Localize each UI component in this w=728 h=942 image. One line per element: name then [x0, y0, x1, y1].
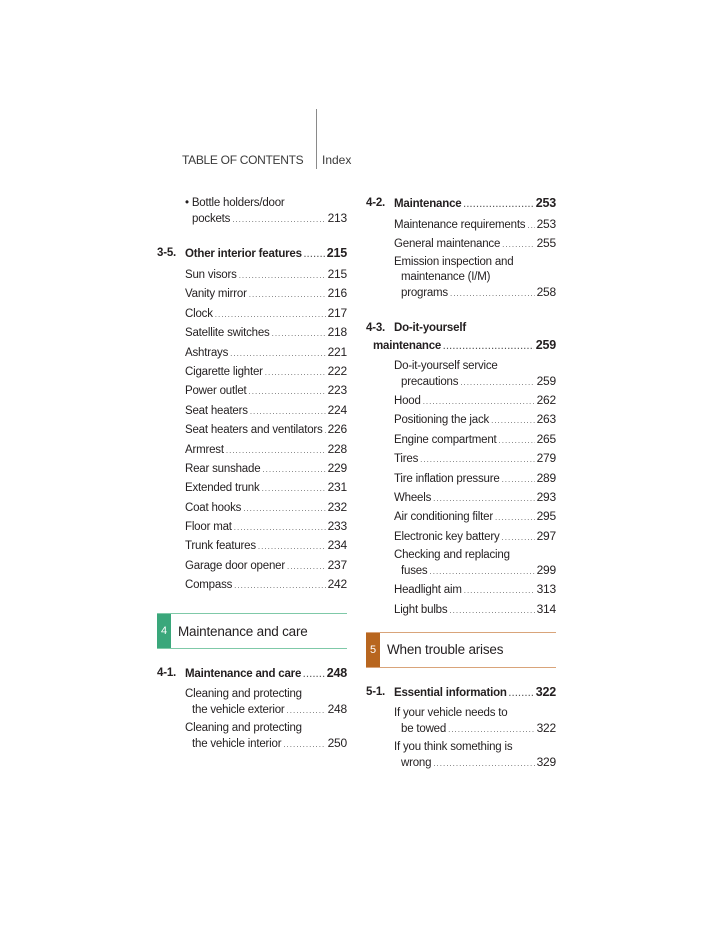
leader-dots	[230, 346, 325, 361]
entry-label: wrong	[401, 756, 432, 769]
entry-label: Wheels	[394, 491, 432, 504]
page-number: 313	[536, 582, 556, 597]
page-number: 232	[327, 499, 347, 514]
leader-dots	[250, 404, 326, 419]
entry-label: Rear sunshade	[185, 462, 261, 475]
leader-dots	[239, 268, 326, 283]
toc-entry[interactable]	[366, 471, 556, 487]
toc-entry[interactable]	[366, 236, 556, 252]
entry-label: Cleaning and protecting	[185, 688, 302, 701]
toc-entry[interactable]	[157, 364, 347, 380]
leader-dots	[491, 413, 534, 428]
leader-dots	[502, 530, 535, 545]
page-number: 233	[327, 519, 347, 534]
leader-dots	[258, 539, 326, 554]
entry-label: Extended trunk	[185, 482, 260, 495]
leader-dots	[272, 326, 326, 341]
leader-dots	[460, 375, 534, 390]
section-number: 5-1.	[366, 685, 386, 698]
section-title: Essential information	[394, 686, 507, 699]
entry-label: the vehicle exterior	[192, 704, 285, 717]
page-number: 216	[327, 286, 347, 301]
entry-label: Emission inspection and	[394, 256, 514, 268]
chapter-title: When trouble arises	[387, 642, 504, 658]
entry-label: Sun visors	[185, 269, 237, 281]
page-number: 221	[327, 344, 347, 359]
entry-label: Floor mat	[185, 521, 232, 534]
toc-entry[interactable]	[366, 412, 556, 428]
toc-entry[interactable]	[157, 538, 347, 554]
chapter-4-header[interactable]	[157, 613, 347, 649]
page-number: 299	[536, 563, 556, 578]
page-number: 255	[536, 236, 556, 250]
toc-section-4-2[interactable]	[366, 196, 556, 212]
page-number: 248	[327, 702, 347, 717]
page-number: 263	[536, 412, 556, 427]
toc-section-4-1[interactable]	[157, 666, 347, 682]
page-number: 295	[536, 509, 556, 524]
page-number: 248	[326, 666, 347, 681]
toc-entry[interactable]	[366, 740, 556, 771]
leader-dots	[232, 212, 325, 227]
toc-entry[interactable]	[366, 529, 556, 545]
page-number: 218	[327, 325, 347, 340]
leader-dots	[283, 737, 325, 752]
chapter-5-header[interactable]	[366, 632, 556, 668]
page-number: 224	[327, 402, 347, 417]
toc-entry[interactable]	[366, 359, 556, 390]
section-title: Other interior features	[185, 248, 302, 260]
page-number: 329	[536, 754, 556, 769]
page-number: 242	[327, 577, 347, 592]
index-link[interactable]: Index	[322, 153, 352, 167]
entry-label: Cleaning and protecting	[185, 722, 302, 735]
page-number: 231	[327, 480, 347, 495]
entry-label: General maintenance	[394, 238, 501, 250]
entry-label: Maintenance requirements	[394, 219, 526, 231]
entry-label: Ashtrays	[185, 346, 229, 359]
section-title: Maintenance	[394, 198, 462, 210]
entry-label: Satellite switches	[185, 327, 270, 340]
toc-entry[interactable]	[366, 602, 556, 618]
toc-entry[interactable]	[157, 383, 347, 399]
page-number: 250	[327, 736, 347, 751]
entry-label: Engine compartment	[394, 433, 497, 446]
entry-label: Coat hooks	[185, 501, 242, 514]
entry-label: Cigarette lighter	[185, 365, 263, 378]
entry-label: Vanity mirror	[185, 288, 247, 301]
page-number: 253	[535, 196, 556, 210]
toc-entry[interactable]	[366, 706, 556, 737]
leader-dots	[265, 365, 326, 380]
toc-entry[interactable]	[366, 393, 556, 409]
chapter-number-badge: 5	[366, 633, 380, 667]
page-header	[0, 0, 728, 175]
left-column	[157, 196, 347, 752]
entry-label: Garage door opener	[185, 559, 285, 572]
leader-dots	[463, 197, 533, 212]
leader-dots	[249, 384, 326, 399]
entry-label: Armrest	[185, 443, 224, 456]
entry-label: Electronic key battery	[394, 530, 500, 543]
page-number: 253	[536, 217, 556, 231]
section-number: 4-2.	[366, 197, 386, 209]
entry-label: Hood	[394, 395, 421, 407]
leader-dots	[502, 237, 534, 252]
toc-entry[interactable]	[157, 519, 347, 535]
entry-label: Clock	[185, 307, 213, 320]
toc-entry[interactable]	[157, 403, 347, 419]
entry-label: Checking and replacing	[394, 549, 510, 562]
page-number: 259	[536, 374, 556, 388]
toc-entry[interactable]	[157, 325, 347, 341]
entry-label: Light bulbs	[394, 603, 448, 616]
leader-dots	[243, 501, 325, 516]
page-number: 297	[536, 528, 556, 543]
toc-entry[interactable]	[366, 451, 556, 467]
page-number: 213	[327, 211, 347, 225]
entry-label: Do-it-yourself service	[394, 360, 498, 372]
right-column	[366, 196, 556, 771]
page-number: 322	[536, 720, 556, 735]
chapter-number-badge: 4	[157, 614, 171, 648]
toc-entry[interactable]	[157, 721, 347, 752]
entry-label: Trunk features	[185, 540, 256, 553]
leader-dots	[433, 756, 534, 771]
toc-entry[interactable]	[366, 582, 556, 598]
leader-dots	[287, 559, 326, 574]
toc-entry[interactable]	[157, 558, 347, 574]
section-title: maintenance	[373, 340, 442, 352]
toc-entry[interactable]	[366, 509, 556, 525]
section-number: 4-1.	[157, 667, 177, 680]
header-divider	[316, 109, 317, 169]
entry-label: fuses	[401, 565, 428, 578]
page-number: 229	[327, 460, 347, 475]
leader-dots	[304, 247, 325, 262]
leader-dots	[287, 703, 326, 718]
chapter-title: Maintenance and care	[178, 623, 308, 639]
entry-label: Tire inflation pressure	[394, 472, 500, 485]
page-number: 279	[536, 451, 556, 466]
toc-entry[interactable]	[157, 442, 347, 458]
entry-label: precautions	[401, 376, 459, 388]
toc-entry[interactable]	[157, 687, 347, 718]
leader-dots	[499, 433, 535, 448]
toc-entry[interactable]	[157, 286, 347, 302]
page-number: 215	[326, 246, 347, 260]
page-number: 289	[536, 470, 556, 485]
toc-entry[interactable]	[366, 217, 556, 233]
leader-dots	[502, 472, 535, 487]
entry-label: Seat heaters and ventilators	[185, 424, 323, 437]
leader-dots	[262, 481, 326, 496]
page-number: 314	[536, 601, 556, 616]
leader-dots	[249, 287, 326, 302]
page-number: 228	[327, 441, 347, 456]
page-number: 223	[327, 383, 347, 398]
leader-dots	[234, 578, 325, 593]
table-of-contents-link[interactable]: TABLE OF CONTENTS	[182, 153, 304, 167]
toc-entry[interactable]	[157, 480, 347, 496]
page-number: 262	[536, 393, 556, 407]
section-number: 3-5.	[157, 247, 177, 259]
section-title: Maintenance and care	[185, 668, 302, 681]
toc-entry[interactable]	[157, 461, 347, 477]
entry-label: If your vehicle needs to	[394, 706, 508, 719]
page-number: 222	[327, 363, 347, 378]
toc-entry[interactable]	[366, 490, 556, 506]
section-title: Do-it-yourself	[394, 322, 466, 334]
leader-dots	[448, 722, 535, 737]
toc-entry[interactable]	[157, 422, 347, 438]
leader-dots	[450, 286, 535, 301]
entry-label: maintenance (I/M)	[401, 271, 491, 283]
page-number: 293	[536, 489, 556, 504]
leader-dots	[509, 686, 534, 701]
page-number: 237	[327, 557, 347, 572]
page-number: 234	[327, 538, 347, 553]
leader-dots	[527, 218, 534, 233]
entry-label: If you think something is	[394, 740, 513, 753]
entry-label: the vehicle interior	[192, 738, 282, 751]
toc-section-3-5[interactable]	[157, 246, 347, 262]
toc-entry[interactable]	[157, 345, 347, 361]
toc-entry[interactable]	[366, 255, 556, 301]
leader-dots	[430, 564, 535, 579]
entry-label: Air conditioning filter	[394, 511, 493, 524]
entry-label: Positioning the jack	[394, 414, 490, 427]
entry-label: Headlight aim	[394, 584, 462, 597]
toc-entry-bottle-holders[interactable]	[157, 196, 347, 227]
entry-label: Compass	[185, 579, 233, 592]
toc-entry[interactable]	[157, 500, 347, 516]
leader-dots	[215, 307, 326, 322]
page-number: 322	[535, 684, 556, 699]
leader-dots	[464, 583, 535, 598]
toc-entry[interactable]	[366, 548, 556, 579]
toc-entry[interactable]	[157, 306, 347, 322]
leader-dots	[325, 423, 326, 438]
toc-entry[interactable]	[157, 577, 347, 593]
page-number: 265	[536, 431, 556, 446]
leader-dots	[303, 667, 325, 682]
page-number: 217	[327, 305, 347, 320]
page-number: 258	[536, 285, 556, 299]
entry-label: be towed	[401, 722, 447, 735]
entry-label: pockets	[192, 213, 231, 225]
leader-dots	[226, 443, 326, 458]
leader-dots	[443, 339, 534, 354]
leader-dots	[449, 603, 534, 618]
entry-label: programs	[401, 287, 448, 299]
page-number: 215	[327, 267, 347, 281]
page-number: 259	[535, 338, 556, 352]
leader-dots	[423, 394, 535, 409]
leader-dots	[234, 520, 326, 535]
toc-section-5-1[interactable]	[366, 685, 556, 701]
leader-dots	[420, 452, 534, 467]
leader-dots	[262, 462, 325, 477]
page-number: 226	[327, 422, 347, 437]
toc-entry[interactable]	[366, 432, 556, 448]
section-number: 4-3.	[366, 322, 386, 334]
entry-label: Power outlet	[185, 385, 247, 398]
toc-entry[interactable]	[157, 267, 347, 283]
entry-label: • Bottle holders/door	[185, 197, 285, 209]
leader-dots	[495, 510, 535, 525]
entry-label: Tires	[394, 453, 419, 466]
leader-dots	[433, 491, 534, 506]
entry-label: Seat heaters	[185, 404, 248, 417]
toc-section-4-3[interactable]	[366, 321, 556, 354]
